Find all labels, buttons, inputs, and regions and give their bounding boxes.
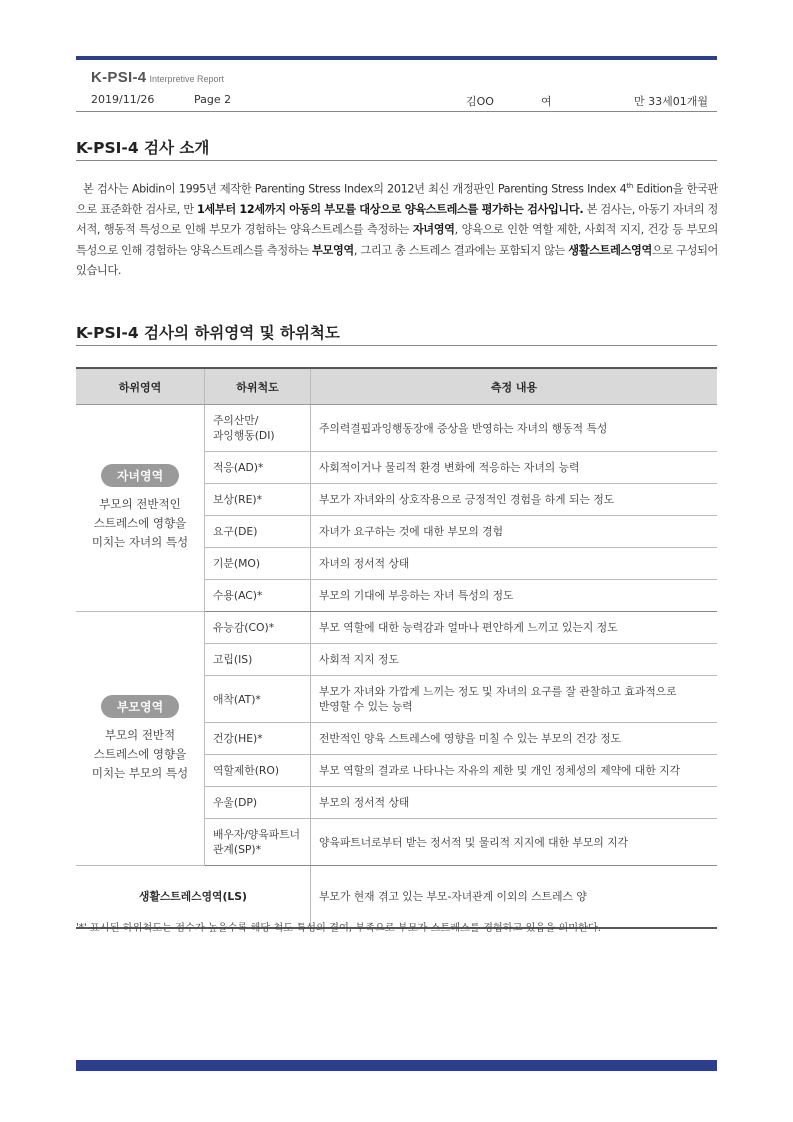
scale-content: 부모가 자녀와의 상호작용으로 긍정적인 경험을 하게 되는 정도 — [311, 484, 718, 516]
scale-content: 주의력결핍과잉행동장애 증상을 반영하는 자녀의 행동적 특성 — [311, 405, 718, 452]
header-content: 측정 내용 — [311, 368, 718, 405]
header-scale: 하위척도 — [205, 368, 311, 405]
scale-name: 기분(MO) — [205, 548, 311, 580]
table-header-row — [76, 368, 717, 405]
parent-domain-cell — [76, 612, 205, 866]
header-top-bar — [76, 56, 717, 60]
scale-content: 자녀의 정서적 상태 — [311, 548, 718, 580]
scale-name: 적응(AD)* — [205, 452, 311, 484]
scale-name: 수용(AC)* — [205, 580, 311, 612]
section-title-intro: K-PSI-4 검사 소개 — [76, 139, 210, 157]
scale-content: 사회적 지지 정도 — [311, 644, 718, 676]
scale-content: 부모의 기대에 부응하는 자녀 특성의 정도 — [311, 580, 718, 612]
scale-content: 양육파트너로부터 받는 정서적 및 물리적 지지에 대한 부모의 지각 — [311, 819, 718, 866]
intro-paragraph: 본 검사는 Abidin이 1995년 제작한 Parenting Stress Index의 2012년 최신 개정판인 Parenting Stress Index 4th Edition을 한국판으로 표준화한 검사로, 만 1세부터 12세까지 아동의 부모를 대상으로 양육스트레스를 평가하는 검사입니다. 본 검사는, 아동기 자녀의 정서적, 행동적 특성으로 인해 부모가 경험하는 양육스트레스를 측정하는 자녀영역, 양육으로 인한 역할 제한, 사회적 지지, 건강 등 부모의 특성으로 인해 경험하는 양육스트레스를 측정하는 부모영역, 그리고 총 스트레스 결과에는 포함되지 않는 생활스트레스영역으로 구성되어 있습니다. — [76, 182, 719, 277]
description-line: 스트레스에 영향을 — [93, 746, 187, 761]
scale-content: 부모의 정서적 상태 — [311, 787, 718, 819]
report-brand — [91, 69, 224, 87]
scales-title-underline — [76, 345, 717, 346]
scale-name: 유능감(CO)* — [205, 612, 311, 644]
scale-name: 고립(IS) — [205, 644, 311, 676]
section-title-scales: K-PSI-4 검사의 하위영역 및 하위척도 — [76, 324, 340, 342]
scale-name: 건강(HE)* — [205, 723, 311, 755]
description-line: 부모의 전반적인 — [99, 497, 181, 511]
footer-bar — [76, 1060, 717, 1071]
scale-name: 배우자/양육파트너 관계(SP)* — [205, 819, 311, 866]
subscale-table — [76, 367, 717, 929]
client-name: 김OO — [466, 95, 494, 108]
child-domain-cell — [76, 405, 205, 612]
report-date: 2019/11/26 — [91, 93, 155, 106]
scale-content: 전반적인 양육 스트레스에 영향을 미칠 수 있는 부모의 건강 정도 — [311, 723, 718, 755]
description-line: 미치는 부모의 특성 — [91, 765, 189, 780]
life-stress-content: 부모가 현재 겪고 있는 부모-자녀관계 이외의 스트레스 양 — [311, 866, 718, 928]
brand-name: K-PSI-4 — [91, 69, 147, 86]
description-line: 스트레스에 영향을 — [93, 516, 187, 530]
client-age: 만 33세01개월 — [634, 95, 708, 108]
table-row — [76, 405, 717, 452]
client-gender: 여 — [541, 95, 552, 108]
scale-name: 역할제한(RO) — [205, 755, 311, 787]
description-line: 부모의 전반적 — [104, 727, 176, 742]
header-domain: 하위영역 — [76, 368, 205, 405]
description-line: 미치는 자녀의 특성 — [91, 535, 189, 549]
scale-content: 부모가 자녀와 가깝게 느끼는 정도 및 자녀의 요구를 잘 관찰하고 효과적으로 반영할 수 있는 능력 — [311, 676, 718, 723]
scale-name: 보상(RE)* — [205, 484, 311, 516]
scale-content: 자녀가 요구하는 것에 대한 부모의 경험 — [311, 516, 718, 548]
brand-subtitle: Interpretive Report — [149, 74, 224, 84]
child-domain-badge: 자녀영역 — [101, 464, 179, 487]
scale-content: 부모 역할에 대한 능력감과 얼마나 편안하게 느끼고 있는지 정도 — [311, 612, 718, 644]
scale-name: 애착(AT)* — [205, 676, 311, 723]
scale-name: 요구(DE) — [205, 516, 311, 548]
parent-domain-description — [76, 726, 204, 783]
scale-name: 우울(DP) — [205, 787, 311, 819]
table-row — [76, 612, 717, 644]
parent-domain-badge: 부모영역 — [101, 695, 179, 718]
scale-name: 주의산만/ 과잉행동(DI) — [205, 405, 311, 452]
header-divider — [76, 111, 717, 112]
table-footnote: '*' 표시된 하위척도는 점수가 높을수록 해당 척도 특성의 결여, 부족으로 부모가 스트레스를 경험하고 있음을 의미한다. — [76, 923, 602, 934]
life-stress-domain: 생활스트레스영역(LS) — [76, 866, 311, 928]
page-number: Page 2 — [194, 93, 232, 106]
child-domain-description — [76, 495, 204, 552]
intro-title-underline — [76, 160, 717, 161]
scale-content: 사회적이거나 물리적 환경 변화에 적응하는 자녀의 능력 — [311, 452, 718, 484]
scale-content: 부모 역할의 결과로 나타나는 자유의 제한 및 개인 정체성의 제약에 대한 지각 — [311, 755, 718, 787]
